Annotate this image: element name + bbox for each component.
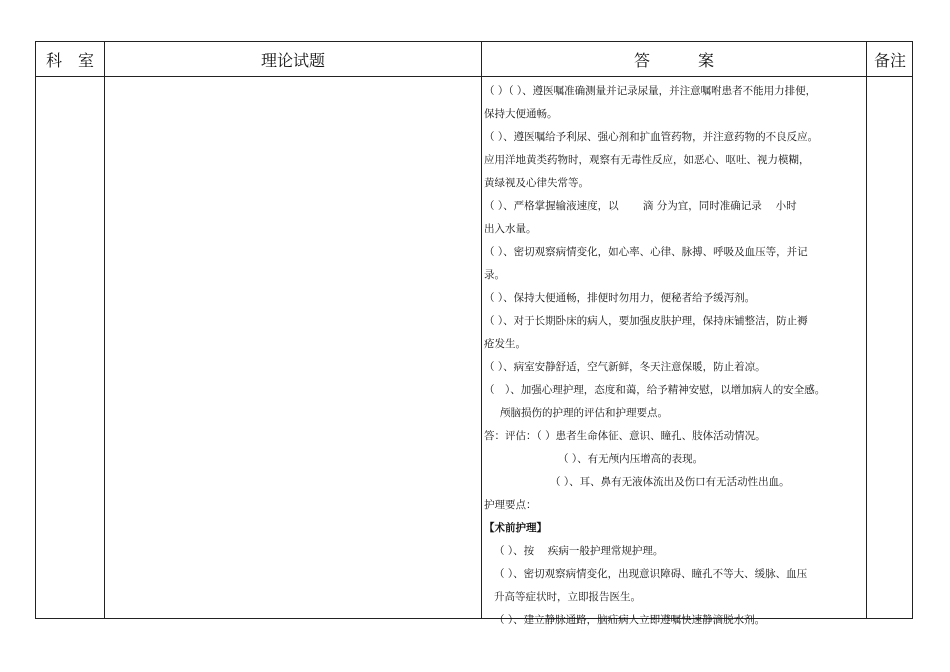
answer-line: （ ）、建立静脉通路，脑疝病人立即遵嘱快速静滴脱水剂。 [494,614,766,626]
answer-line: 黄绿视及心律失常等。 [484,177,589,189]
answer-line: 疮发生。 [484,338,526,350]
column-divider [104,42,105,618]
answer-line: （ ）、保持大便通畅，排便时勿用力，便秘者给予缓泻剂。 [484,292,756,304]
header-question: 理论试题 [260,50,325,70]
exam-table [35,41,913,626]
answer-line: 出入水量。 [484,223,537,235]
column-divider [481,42,482,618]
header-dept: 科 室 [45,50,94,70]
answer-line: （ ）、按 疾病一般护理常规护理。 [494,545,664,557]
section-heading: 【术前护理】 [484,522,547,534]
answer-line: （ ）、对于长期卧床的病人，要加强皮肤护理，保持床铺整洁，防止褥 [484,315,808,327]
answer-line: （ ）、严格掌握输液速度，以 滴 分为宜，同时准确记录 小时 [484,200,797,212]
answer-line: 升高等症状时，立即报告医生。 [494,591,641,603]
answer-line: （ ）、遵医嘱给予利尿、强心剂和扩血管药物，并注意药物的不良反应。 [484,131,819,143]
answer-line: （ ）（ ）、遵医嘱准确测量并记录尿量，并注意嘱咐患者不能用力排便， [484,85,817,97]
answer-line: 答：评估：（ ）患者生命体征、意识、瞳孔、肢体活动情况。 [484,430,766,442]
answer-line: 保持大便通畅。 [484,108,558,120]
answer-line: （ ）、耳、鼻有无液体流出及伤口有无活动性出血。 [550,476,790,488]
answer-line: 录。 [484,269,505,281]
header-note: 备注 [873,50,906,70]
answer-line: （ ）、有无颅内压增高的表现。 [558,453,704,465]
answer-line: （ ）、密切观察病情变化，出现意识障碍、瞳孔不等大、缓脉、血压 [494,568,808,580]
answer-line: 护理要点： [484,499,537,511]
answer-content [484,80,864,632]
column-divider [866,42,867,618]
header-answer: 答 案 [633,50,714,70]
answer-line: （ ）、加强心理护理，态度和蔼，给予精神安慰，以增加病人的安全感。 [484,384,826,396]
answer-line: （ ）、密切观察病情变化，如心率、心律、脉搏、呼吸及血压等，并记 [484,246,808,258]
answer-line: 应用洋地黄类药物时，观察有无毒性反应，如恶心、呕吐、视力模糊， [484,154,810,166]
header-divider [36,76,912,77]
answer-line: （ ）、病室安静舒适，空气新鲜，冬天注意保暖，防止着凉。 [484,361,766,373]
question-line: 颅脑损伤的护理的评估和护理要点。 [500,407,668,419]
